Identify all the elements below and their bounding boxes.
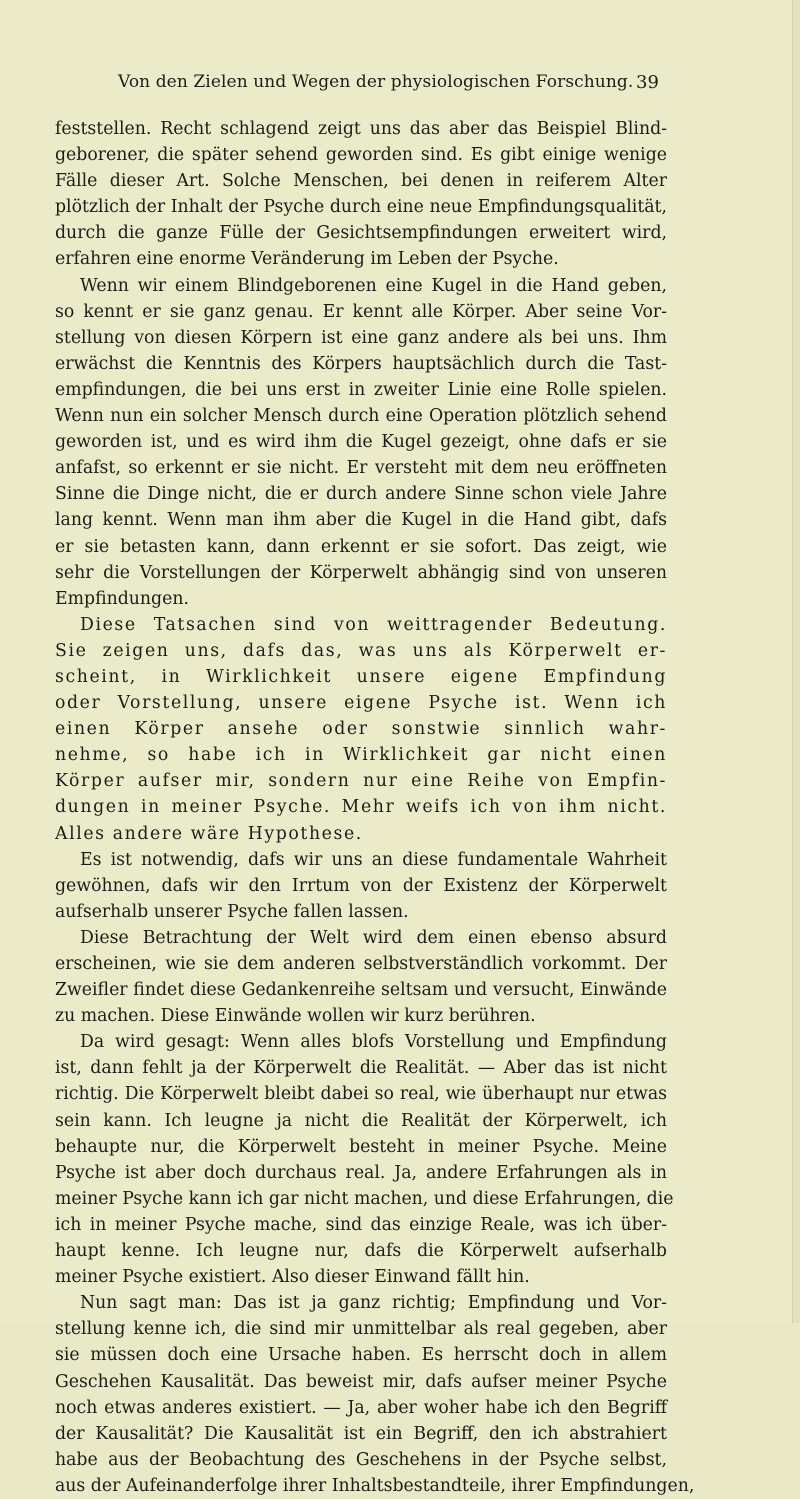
text-line: haupt kenne. Ich leugne nur, dafs die Körperwelt aufserhalb [55, 1241, 667, 1262]
text-line: Zweifler findet diese Gedankenreihe seltsam und versucht, Einwände [55, 980, 667, 1001]
text-line: meiner Psyche existiert. Also dieser Einwand fällt hin. [55, 1267, 530, 1288]
text-line: behaupte nur, die Körperwelt besteht in meiner Psyche. Meine [55, 1136, 667, 1157]
text-line: Da wird gesagt: Wenn alles blofs Vorstellung und Empfindung [80, 1032, 667, 1053]
text-line: dungen in meiner Psyche. Mehr weifs ich von ihm nicht. [55, 797, 667, 818]
text-line: nehme, so habe ich in Wirklichkeit gar nicht einen [55, 745, 667, 766]
text-line: ist, dann fehlt ja der Körperwelt die Realität. — Aber das ist nicht [55, 1058, 667, 1079]
text-line: stellung kenne ich, die sind mir unmittelbar als real gegeben, aber [55, 1319, 667, 1340]
text-line: einen Körper ansehe oder sonstwie sinnlich wahr- [55, 719, 667, 740]
text-line: Fälle dieser Art. Solche Menschen, bei denen in reiferem Alter [55, 171, 667, 192]
text-line: erfahren eine enorme Veränderung im Leben der Psyche. [55, 249, 559, 270]
text-line: durch die ganze Fülle der Gesichtsempfindungen erweitert wird, [55, 223, 667, 244]
text-line: erwächst die Kenntnis des Körpers hauptsächlich durch die Tast- [55, 353, 667, 374]
text-line: Sie zeigen uns, dafs das, was uns als Körperwelt er- [55, 640, 667, 661]
text-line: sie müssen doch eine Ursache haben. Es herrscht doch in allem [55, 1345, 667, 1366]
text-line: oder Vorstellung, unsere eigene Psyche ist. Wenn ich [55, 693, 667, 714]
text-line: zu machen. Diese Einwände wollen wir kurz berühren. [55, 1006, 536, 1027]
page-number: 39 [636, 72, 659, 93]
text-line: Diese Tatsachen sind von weittragender Bedeutung. [80, 614, 667, 635]
text-line: meiner Psyche kann ich gar nicht machen, und diese Erfahrungen, die [55, 1188, 674, 1209]
text-line: anfafst, so erkennt er sie nicht. Er versteht mit dem neu eröffneten [55, 458, 667, 479]
text-line: richtig. Die Körperwelt bleibt dabei so real, wie überhaupt nur etwas [55, 1084, 667, 1105]
text-line: feststellen. Recht schlagend zeigt uns das aber das Beispiel Blind- [55, 119, 667, 139]
text-line: geworden ist, und es wird ihm die Kugel gezeigt, ohne dafs er sie [55, 432, 667, 453]
running-title: Von den Zielen und Wegen der physiologischen Forschung. [118, 72, 634, 92]
text-line: der Kausalität? Die Kausalität ist ein Begriff, den ich abstrahiert [55, 1423, 667, 1444]
body-text [55, 116, 695, 1499]
text-line: Körper aufser mir, sondern nur eine Reihe von Empfin- [55, 771, 667, 792]
text-line: habe aus der Beobachtung des Geschehens in der Psyche selbst, [55, 1449, 667, 1470]
text-line: scheint, in Wirklichkeit unsere eigene Empfindung [55, 666, 667, 687]
text-line: Alles andere wäre Hypothese. [55, 823, 363, 844]
text-line: geborener, die später sehend geworden sind. Es gibt einige wenige [55, 145, 667, 166]
text-line: aus der Aufeinanderfolge ihrer Inhaltsbestandteile, ihrer Empfindungen, [55, 1475, 695, 1496]
text-line: plötzlich der Inhalt der Psyche durch eine neue Empfindungsqualität, [55, 197, 667, 218]
text-line: Psyche ist aber doch durchaus real. Ja, andere Erfahrungen als in [55, 1162, 667, 1183]
text-line: Es ist notwendig, dafs wir uns an diese fundamentale Wahrheit [80, 849, 667, 870]
text-line: Wenn nun ein solcher Mensch durch eine Operation plötzlich sehend [55, 406, 667, 427]
text-line: empfindungen, die bei uns erst in zweiter Linie eine Rolle spielen. [55, 379, 667, 400]
text-line: so kennt er sie ganz genau. Er kennt alle Körper. Aber seine Vor- [55, 301, 667, 322]
text-line: Sinne die Dinge nicht, die er durch andere Sinne schon viele Jahre [55, 484, 667, 505]
text-line: Nun sagt man: Das ist ja ganz richtig; Empfindung und Vor- [80, 1293, 667, 1314]
text-line: stellung von diesen Körpern ist eine ganz andere als bei uns. Ihm [55, 327, 667, 348]
text-line: Empfindungen. [55, 588, 189, 609]
text-line: noch etwas anderes existiert. — Ja, aber woher habe ich den Begriff [55, 1397, 667, 1418]
text-line: er sie betasten kann, dann erkennt er sie sofort. Das zeigt, wie [55, 536, 667, 557]
text-line: lang kennt. Wenn man ihm aber die Kugel in die Hand gibt, dafs [55, 510, 667, 531]
text-line: ich in meiner Psyche mache, sind das einzige Reale, was ich über- [55, 1214, 667, 1235]
text-line: sehr die Vorstellungen der Körperwelt abhängig sind von unseren [55, 562, 667, 583]
page-edge [792, 0, 800, 1323]
text-line: sein kann. Ich leugne ja nicht die Realität der Körperwelt, ich [55, 1110, 667, 1131]
text-line: Wenn wir einem Blindgeborenen eine Kugel in die Hand geben, [80, 275, 667, 296]
text-line: gewöhnen, dafs wir den Irrtum von der Existenz der Körperwelt [55, 875, 667, 896]
text-line: erscheinen, wie sie dem anderen selbstverständlich vorkommt. Der [55, 954, 667, 974]
text-line: Diese Betrachtung der Welt wird dem einen ebenso absurd [80, 927, 667, 948]
text-line: Geschehen Kausalität. Das beweist mir, dafs aufser meiner Psyche [55, 1371, 667, 1392]
text-line: aufserhalb unserer Psyche fallen lassen. [55, 901, 409, 922]
